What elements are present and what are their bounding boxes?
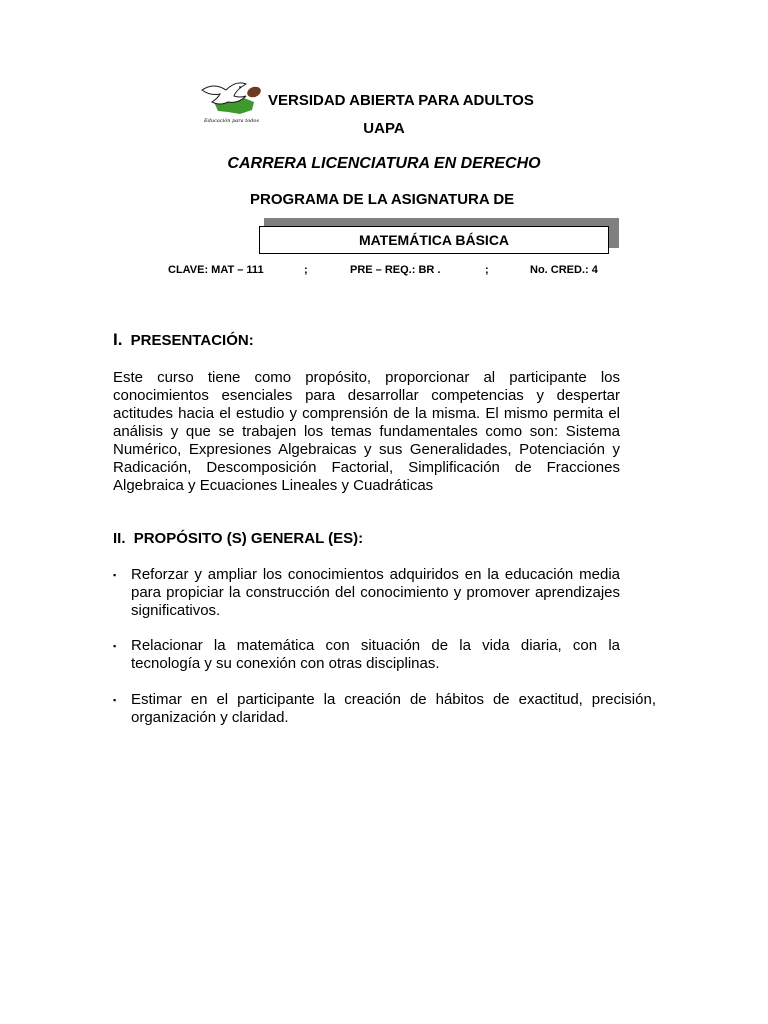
presentacion-paragraph: Este curso tiene como propósito, proporcionar al participante los conocimientos esenciales para desarrollar competencias y despertar actitudes hacia el estudio y comprensión de la misma. El mismo permita el análisis y que se trabajen los temas fundamentales como son: Sistema Numérico, Expresiones Algebraicas y sus Generalidades, Potenciación y Radicación, Descomposición Factorial, Simplificación de Fracciones Algebraica y Ecuaciones Lineales y Cuadráticas [113,369,620,494]
list-item-text: Relacionar la matemática con situación de la vida diaria, con la tecnología y su conexión con otras disciplinas. [131,637,620,672]
section-heading-proposito [113,530,363,547]
university-name: VERSIDAD ABIERTA PARA ADULTOS [268,92,534,109]
section-title: PROPÓSITO (S) GENERAL (ES): [133,530,364,547]
university-acronym: UAPA [363,120,405,137]
section-number: II. [113,530,126,547]
meta-separator: ; [485,264,489,276]
career-title: CARRERA LICENCIATURA EN DERECHO [227,155,541,172]
logo-caption: Educación para todos [204,118,260,124]
prerequisite: PRE – REQ.: BR . [350,264,441,276]
bullet-icon: ▪ [113,570,117,580]
section-heading-presentacion [113,330,254,350]
course-title: MATEMÁTICA BÁSICA [358,232,510,248]
list-item-text: Estimar en el participante la creación de hábitos de exactitud, precisión, organización y claridad. [131,691,656,726]
course-title-box [259,226,609,254]
bullet-icon: ▪ [113,695,117,705]
program-title: PROGRAMA DE LA ASIGNATURA DE [250,191,515,208]
meta-separator: ; [304,264,308,276]
list-item-text: Reforzar y ampliar los conocimientos adquiridos en la educación media para propiciar la construcción del conocimiento y promover aprendizajes significativos. [131,566,620,619]
section-title: PRESENTACIÓN: [130,332,254,349]
bullet-icon: ▪ [113,641,117,651]
course-code: CLAVE: MAT – 111 [168,264,264,276]
credits: No. CRED.: 4 [530,264,598,276]
section-number: I. [113,330,123,349]
